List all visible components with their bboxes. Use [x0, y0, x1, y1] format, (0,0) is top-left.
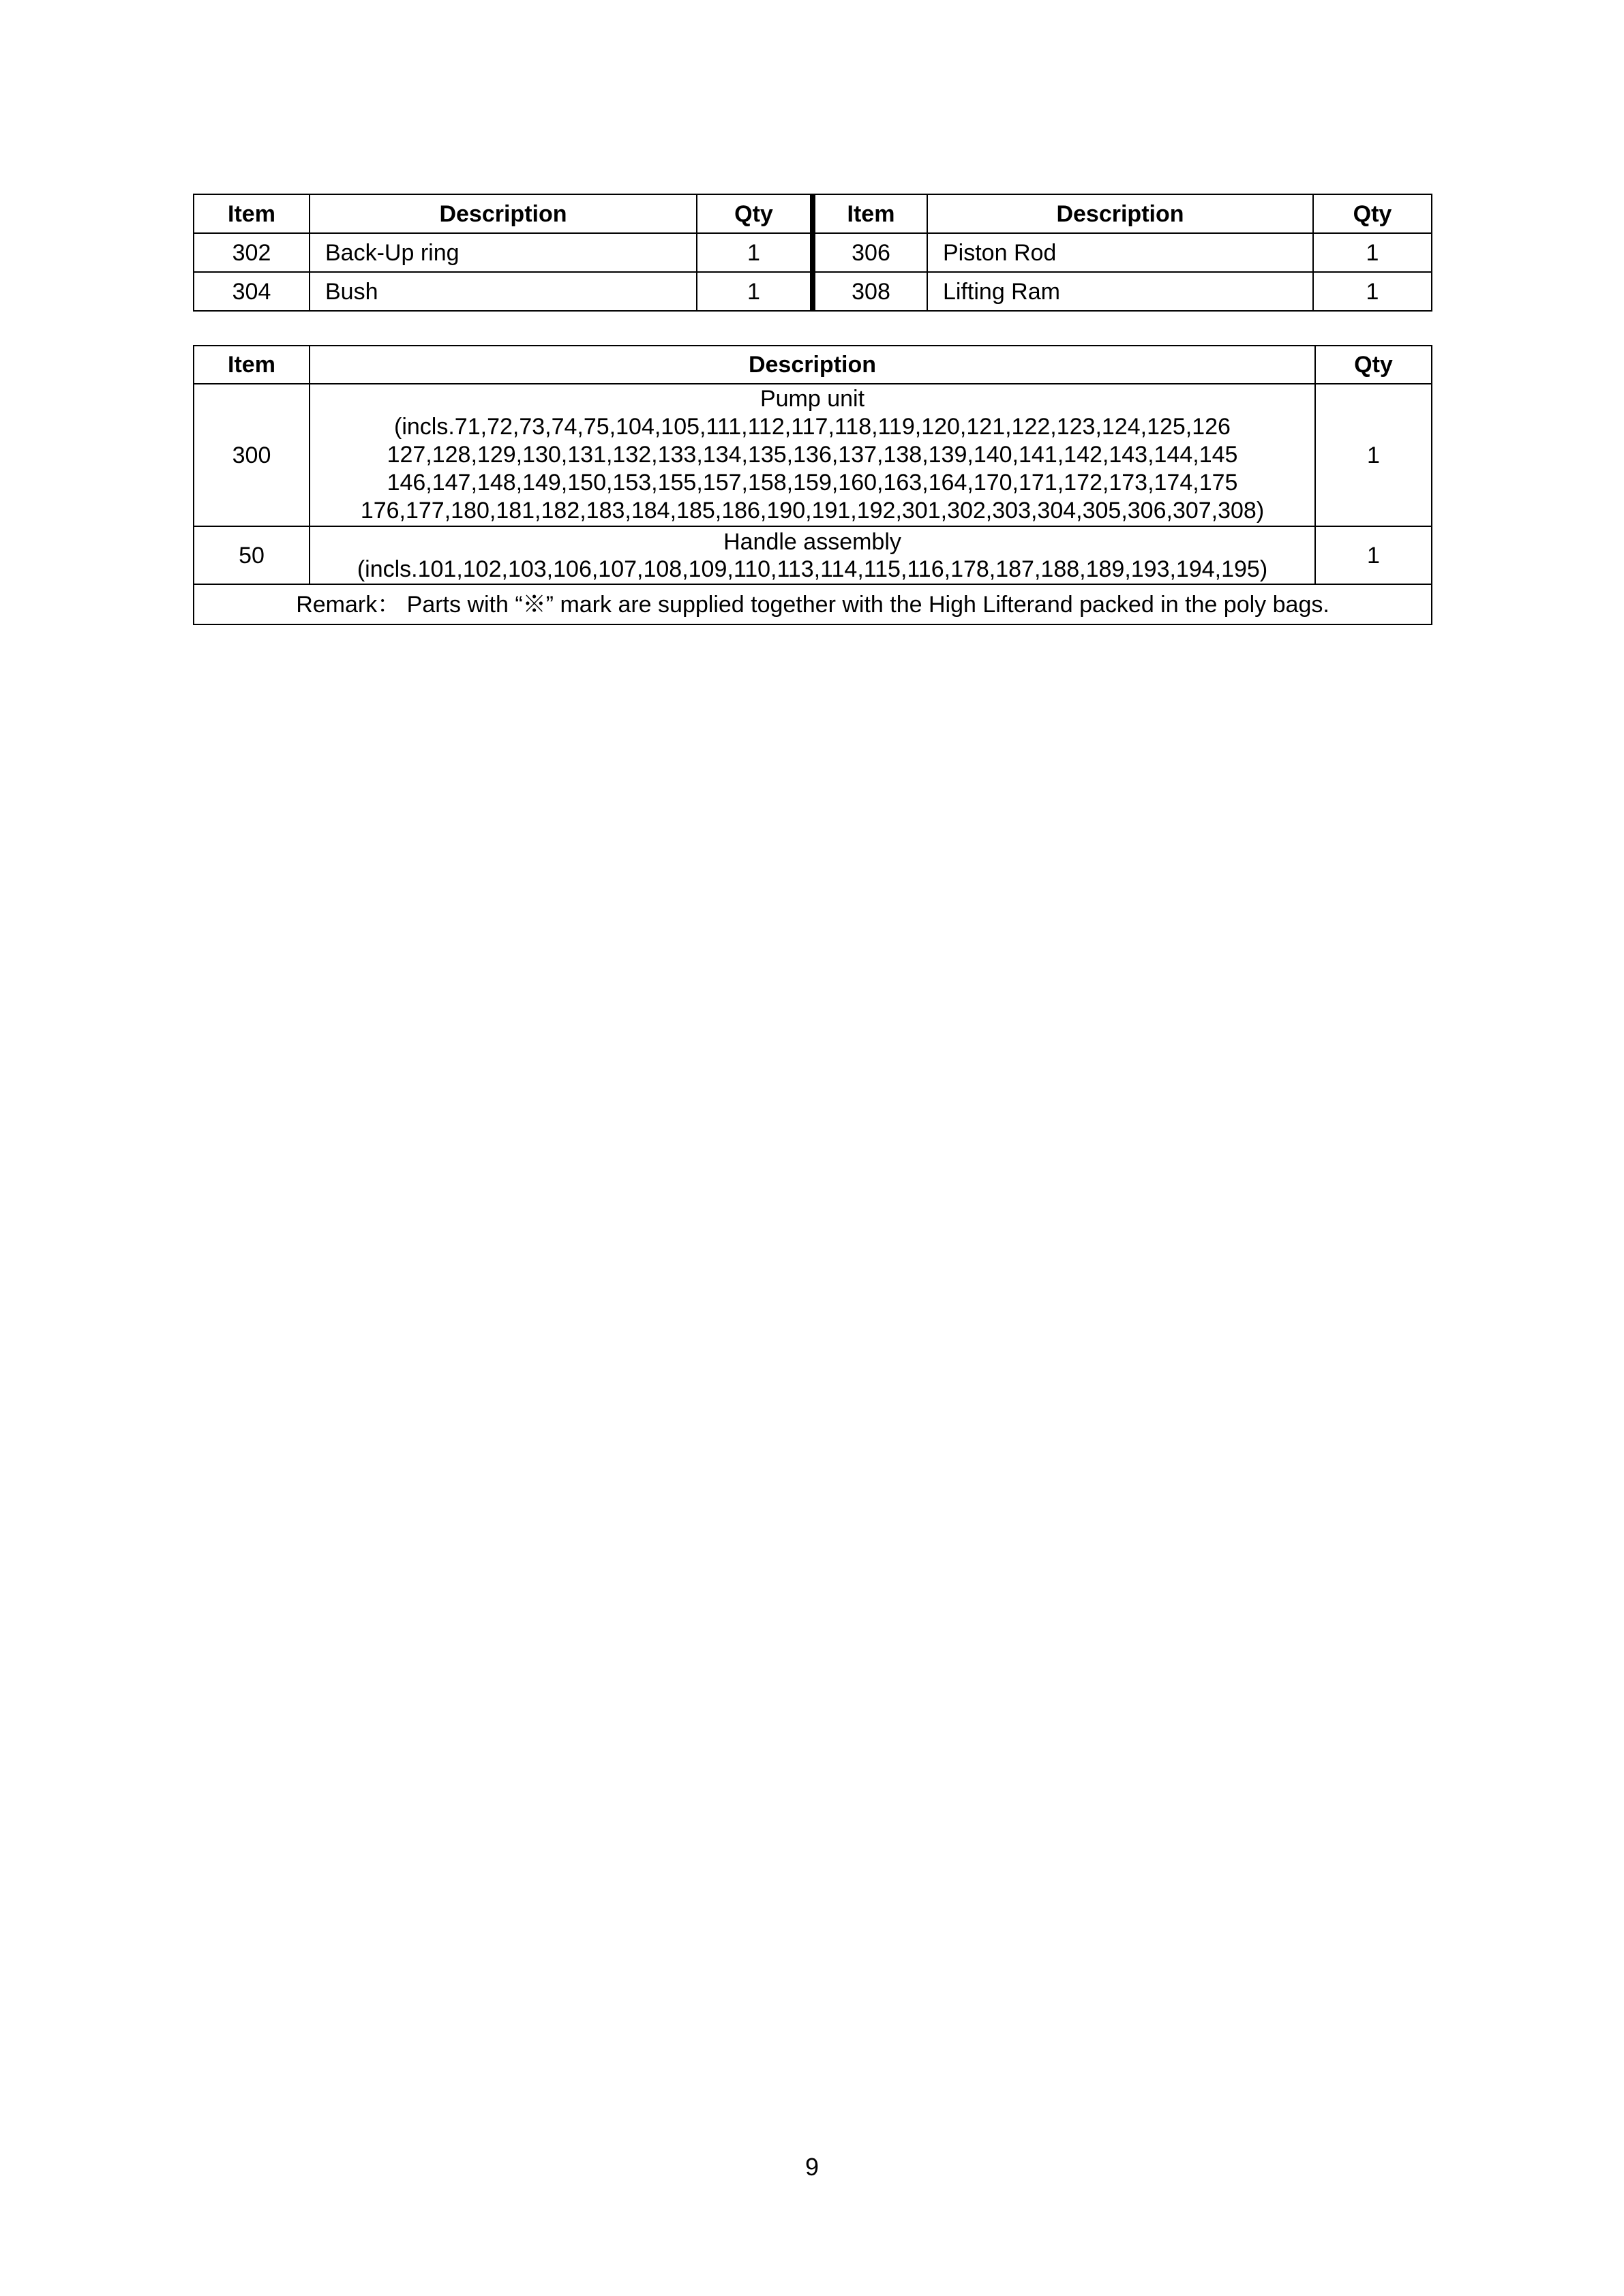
item-description: [310, 526, 1315, 584]
header-description: Description: [310, 194, 697, 233]
item-qty: 1: [1313, 233, 1432, 272]
item-qty: 1: [697, 233, 813, 272]
item-number: 304: [194, 272, 310, 311]
item-number: 306: [813, 233, 927, 272]
remark-row: [194, 584, 1432, 624]
header-item: Item: [194, 346, 310, 384]
header-description: Description: [310, 346, 1315, 384]
item-description: Piston Rod: [927, 233, 1313, 272]
header-item: Item: [813, 194, 927, 233]
header-qty: Qty: [697, 194, 813, 233]
table-header-row: [194, 346, 1432, 384]
remark-text: Remark： Parts with “※” mark are supplied together with the High Lifterand packed in the poly bags.: [194, 584, 1432, 624]
included-parts-line: 176,177,180,181,182,183,184,185,186,190,191,192,301,302,303,304,305,306,307,308): [360, 498, 1265, 524]
table-header-row: [194, 194, 1432, 233]
item-qty: 1: [1315, 526, 1432, 584]
item-description: [310, 384, 1315, 526]
header-description: Description: [927, 194, 1313, 233]
item-number: 300: [194, 384, 310, 526]
item-number: 50: [194, 526, 310, 584]
table-row: [194, 272, 1432, 311]
included-parts-line: (incls.101,102,103,106,107,108,109,110,113,114,115,116,178,187,188,189,193,194,195): [357, 556, 1268, 582]
header-item: Item: [194, 194, 310, 233]
description-title: Pump unit: [760, 386, 865, 412]
included-parts-line: (incls.71,72,73,74,75,104,105,111,112,117,118,119,120,121,122,123,124,125,126: [394, 414, 1231, 440]
included-parts-line: 146,147,148,149,150,153,155,157,158,159,160,163,164,170,171,172,173,174,175: [387, 470, 1238, 496]
item-description: Back-Up ring: [310, 233, 697, 272]
parts-table-assemblies: [193, 345, 1432, 625]
item-qty: 1: [1313, 272, 1432, 311]
item-description: Lifting Ram: [927, 272, 1313, 311]
item-description: Bush: [310, 272, 697, 311]
table-row: [194, 233, 1432, 272]
included-parts-line: 127,128,129,130,131,132,133,134,135,136,137,138,139,140,141,142,143,144,145: [387, 442, 1238, 468]
parts-table-small-items: [193, 194, 1432, 312]
table-row-pump-unit: [194, 384, 1432, 526]
description-title: Handle assembly: [723, 528, 901, 555]
item-qty: 1: [697, 272, 813, 311]
item-qty: 1: [1315, 384, 1432, 526]
page-number: 9: [805, 2153, 819, 2181]
header-qty: Qty: [1315, 346, 1432, 384]
table-row-handle-assembly: [194, 526, 1432, 584]
header-qty: Qty: [1313, 194, 1432, 233]
item-number: 302: [194, 233, 310, 272]
item-number: 308: [813, 272, 927, 311]
